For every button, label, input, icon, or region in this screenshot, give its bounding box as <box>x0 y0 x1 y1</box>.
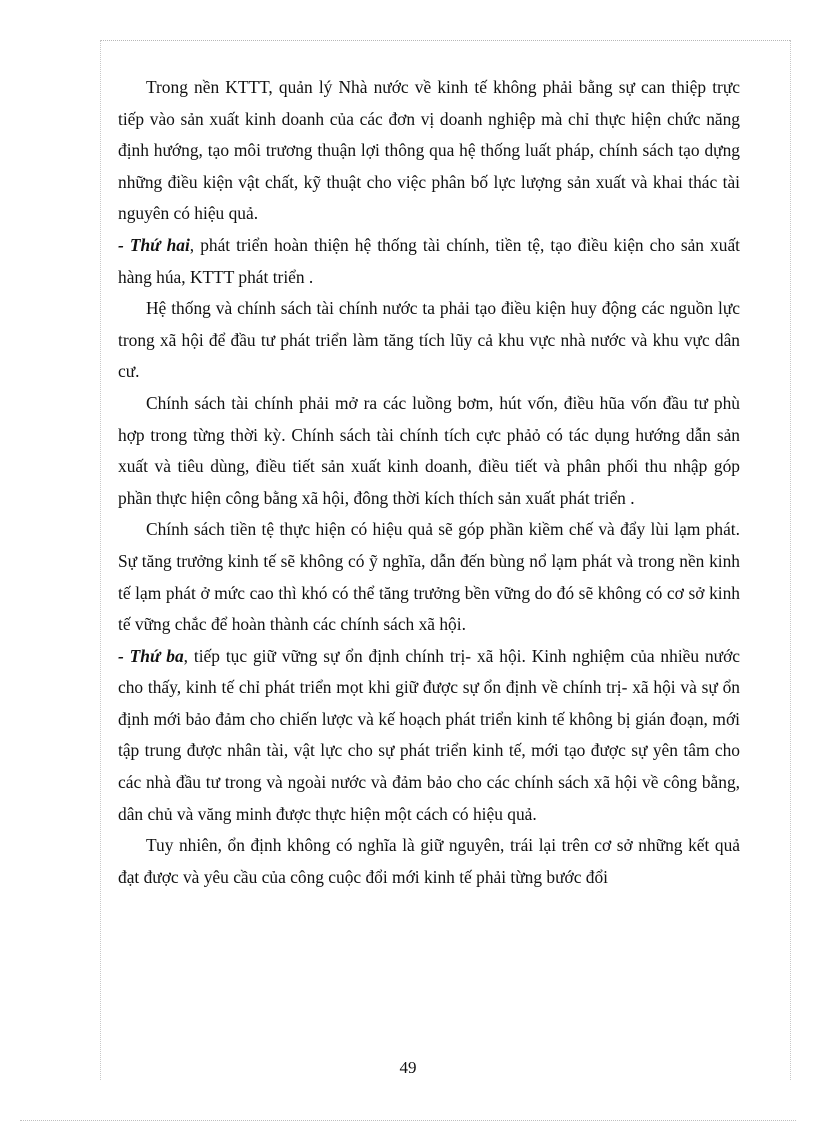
page-border-left <box>100 40 101 1080</box>
page-border-bottom <box>20 1120 796 1121</box>
paragraph-text: , tiếp tục giữ vững sự ổn định chính trị- xã hội. Kinh nghiệm của nhiều nước cho thấy, kinh tế chỉ phát triển mọt khi giữ được sự ổn định về chính trị- xã hội và sự ổn định mới bảo đảm cho chiến lược và kế hoạch phát triển kinh tế không bị gián đoạn, mới tập trung được nhân tài, vật lực cho sự phát triển kinh tế, mới tạo được sự yên tâm cho các nhà đầu tư trong và ngoài nước và đảm bảo cho các chính sách xã hội về công bằng, dân chủ và văng minh được thực hiện một cách có hiệu quả. <box>118 645 740 824</box>
paragraph-7 <box>118 830 740 893</box>
paragraph-text: Chính sách tài chính phải mở ra các luồng bơm, hút vốn, điều hũa vốn đầu tư phù hợp trong từng thời kỳ. Chính sách tài chính tích cực phảỏ có tác dụng hướng dẫn sản xuất và tiêu dùng, điều tiết sản xuất kinh doanh, điều tiết và phân phối thu nhập góp phần thực hiện công bằng xã hội, đông thời kích thích sản xuất phát triển . <box>118 392 740 508</box>
paragraph-lead: - Thứ hai <box>118 234 190 255</box>
paragraph-text: Trong nền KTTT, quản lý Nhà nước về kinh tế không phải bằng sự can thiệp trực tiếp vào sản xuất kinh doanh của các đơn vị doanh nghiệp mà chỉ thực hiện chức năng định hướng, tạo môi trương thuận lợi thông qua hệ thống luất pháp, chính sách tạo dựng những điều kiện vật chất, kỹ thuật cho việc phân bố lực lượng sản xuất và khai thác tài nguyên có hiệu quả. <box>118 77 740 224</box>
paragraph-2 <box>118 230 740 293</box>
paragraph-text: Hệ thống và chính sách tài chính nước ta phải tạo điều kiện huy động các nguồn lực trong xã hội để đầu tư phát triển làm tăng tích lũy cả khu vực nhà nước và khu vực dân cư. <box>118 298 740 382</box>
paragraph-1 <box>118 72 740 230</box>
document-body <box>118 72 740 893</box>
paragraph-6 <box>118 641 740 831</box>
page-number: 49 <box>399 1058 417 1077</box>
page-border-top <box>100 40 790 41</box>
paragraph-text: Tuy nhiên, ổn định không có nghĩa là giữ nguyên, trái lại trên cơ sở những kết quả đạt được và yêu cầu của công cuộc đổi mới kinh tế phải từng bước đổi <box>118 835 740 887</box>
paragraph-lead: - Thứ ba <box>118 645 184 666</box>
paragraph-text: , phát triển hoàn thiện hệ thống tài chính, tiền tệ, tạo điều kiện cho sản xuất hàng húa, KTTT phát triển . <box>118 234 740 287</box>
paragraph-5 <box>118 514 740 640</box>
paragraph-4 <box>118 388 740 514</box>
paragraph-text: Chính sách tiền tệ thực hiện có hiệu quả sẽ góp phần kiềm chế và đẩy lùi lạm phát. Sự tăng trưởng kinh tế sẽ không có ỹ nghĩa, dẫn đến bùng nổ lạm phát và trong nền kinh tế lạm phát ở mức cao thì khó có thể tăng trưởng bền vững do đó sẽ không có cơ sở kinh tế vững chắc để hoàn thành các chính sách xã hội. <box>118 519 740 635</box>
paragraph-3 <box>118 293 740 388</box>
page-border-right <box>790 40 791 1080</box>
